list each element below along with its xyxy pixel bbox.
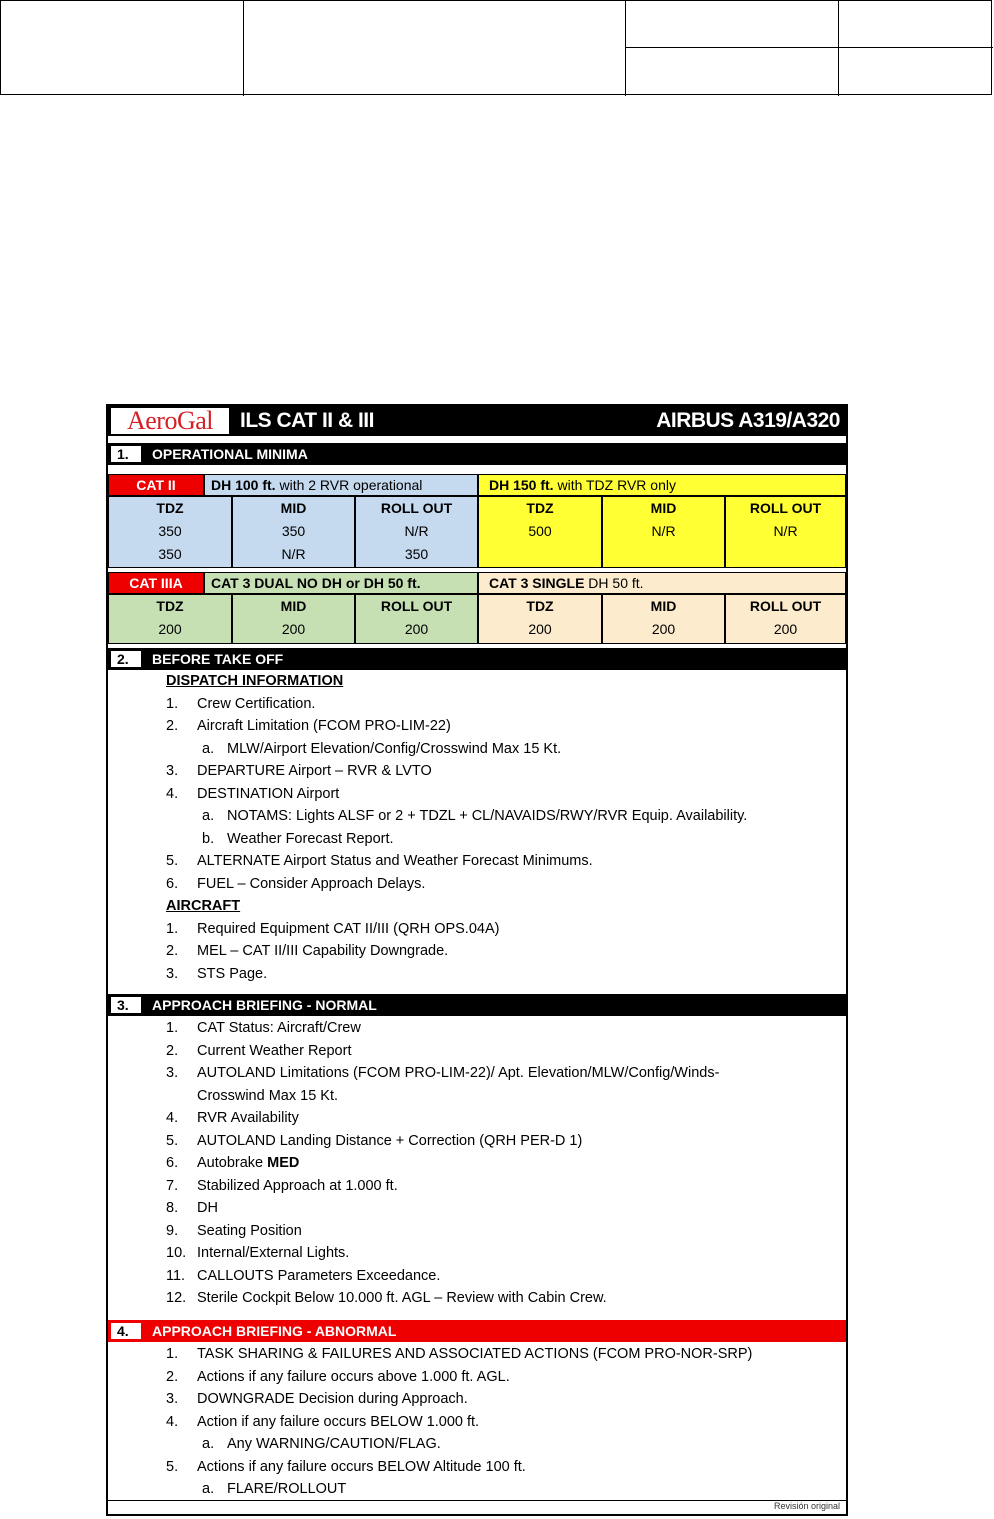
list-item xyxy=(166,1388,752,1411)
section-number: 1. xyxy=(111,446,141,462)
list-item xyxy=(166,760,747,783)
item-number: 5. xyxy=(166,853,179,869)
item-number: 4. xyxy=(166,785,179,802)
list-subitem xyxy=(166,738,747,761)
checklist-title: ILS CAT II & III xyxy=(240,409,374,432)
list-subitem xyxy=(166,1433,752,1456)
col-value: 200 xyxy=(404,621,429,637)
list-item xyxy=(166,1040,719,1063)
col-value: 200 xyxy=(651,621,676,637)
col-value: 200 xyxy=(773,621,798,637)
col-head: TDZ xyxy=(156,598,184,614)
section-title: APPROACH BRIEFING - ABNORMAL xyxy=(152,1323,397,1339)
list-item xyxy=(166,1287,719,1310)
item-number: 2. xyxy=(166,1368,179,1385)
item-text: Actions if any failure occurs BELOW Altitude 100 ft. xyxy=(197,1458,526,1475)
section-number: 3. xyxy=(111,997,141,1013)
document-header-table xyxy=(0,0,992,95)
dispatch-heading: DISPATCH INFORMATION xyxy=(166,673,344,689)
item-number: 3. xyxy=(166,1065,179,1081)
list-item xyxy=(166,918,747,941)
item-number: 4. xyxy=(166,1413,179,1430)
item-number: 1. xyxy=(166,1346,179,1362)
list-item xyxy=(166,1130,719,1153)
item-number: 6. xyxy=(166,875,179,892)
col-value: 350 xyxy=(281,523,306,539)
aircraft-heading: AIRCRAFT xyxy=(166,898,241,914)
col-head: ROLL OUT xyxy=(749,598,822,614)
item-text: FLARE/ROLLOUT xyxy=(227,1481,347,1497)
cat2-single-col-mid xyxy=(602,496,725,568)
col-head: ROLL OUT xyxy=(749,500,822,516)
cat2-left-condition xyxy=(204,474,478,496)
list-item xyxy=(166,940,747,963)
approach-normal-list xyxy=(166,1017,719,1310)
section-title: APPROACH BRIEFING - NORMAL xyxy=(152,997,377,1013)
item-text: MEL – CAT II/III Capability Downgrade. xyxy=(197,943,449,959)
approach-abnormal-list xyxy=(166,1343,752,1501)
list-item xyxy=(166,715,747,738)
cat3-single-col-rollout xyxy=(725,594,846,644)
col-head: MID xyxy=(650,500,677,516)
item-text: AUTOLAND Landing Distance + Correction (QRH PER-D 1) xyxy=(197,1132,583,1149)
cat3a-label: CAT IIIA xyxy=(108,572,204,594)
section-1-header xyxy=(108,443,846,465)
item-text: Any WARNING/CAUTION/FLAG. xyxy=(227,1436,441,1452)
cat3-single-col-mid xyxy=(602,594,725,644)
item-text: Weather Forecast Report. xyxy=(227,830,394,847)
header-divider xyxy=(625,47,993,48)
col-value: 200 xyxy=(158,621,182,637)
section-title: BEFORE TAKE OFF xyxy=(152,651,284,667)
item-text: CAT Status: Aircraft/Crew xyxy=(197,1020,361,1036)
col-head: MID xyxy=(280,500,307,516)
col-value: 350 xyxy=(158,546,182,562)
section-4-header xyxy=(108,1320,846,1342)
section-number: 2. xyxy=(111,651,141,667)
item-number: 7. xyxy=(166,1177,179,1194)
col-head: TDZ xyxy=(156,500,184,516)
cat2-right-condition xyxy=(478,474,846,496)
cat2-label: CAT II xyxy=(108,474,204,496)
item-number: 2. xyxy=(166,718,179,734)
card-title-bar xyxy=(108,406,846,436)
col-head: TDZ xyxy=(526,598,554,614)
section-2-header xyxy=(108,648,846,670)
col-value: N/R xyxy=(404,523,429,539)
col-head: MID xyxy=(280,598,307,614)
list-item xyxy=(166,1411,752,1434)
item-number: 3. xyxy=(166,1391,179,1407)
section-title: OPERATIONAL MINIMA xyxy=(152,446,308,462)
condition-bold: DH 150 ft. xyxy=(489,477,554,493)
cat3-dual-condition: CAT 3 DUAL NO DH or DH 50 ft. xyxy=(204,572,478,594)
cat3-single-condition xyxy=(478,572,846,594)
col-head: TDZ xyxy=(526,500,554,516)
item-number: 2. xyxy=(166,1042,179,1059)
item-number: 1. xyxy=(166,920,179,937)
col-value: N/R xyxy=(651,523,676,539)
list-subitem xyxy=(166,828,747,851)
header-divider xyxy=(625,1,626,96)
list-item xyxy=(166,783,747,806)
item-number: a. xyxy=(202,1481,215,1497)
header-divider xyxy=(243,1,244,96)
list-item xyxy=(166,850,747,873)
section-3-header xyxy=(108,994,846,1016)
item-text: Autobrake xyxy=(197,1155,268,1171)
col-value: 200 xyxy=(528,621,552,637)
footer-divider xyxy=(108,1500,846,1501)
item-number: b. xyxy=(202,830,215,847)
condition-text: DH 50 ft. xyxy=(584,575,644,591)
list-subitem xyxy=(166,805,747,828)
item-number: 5. xyxy=(166,1132,179,1149)
item-number: 4. xyxy=(166,1110,179,1126)
col-head: MID xyxy=(650,598,677,614)
item-number: 11. xyxy=(166,1267,186,1284)
item-text: DOWNGRADE Decision during Approach. xyxy=(197,1391,468,1407)
item-text: TASK SHARING & FAILURES AND ASSOCIATED ACTIONS (FCOM PRO-NOR-SRP) xyxy=(197,1346,753,1362)
cat3-dual-col-rollout xyxy=(355,594,478,644)
list-item xyxy=(166,1175,719,1198)
item-text: MLW/Airport Elevation/Config/Crosswind Max 15 Kt. xyxy=(227,740,562,757)
list-item xyxy=(166,1343,752,1366)
col-value: 350 xyxy=(404,546,429,562)
list-item xyxy=(166,1062,719,1085)
col-head: ROLL OUT xyxy=(380,500,453,516)
item-number: 3. xyxy=(166,763,179,779)
item-text: RVR Availability xyxy=(197,1110,299,1126)
list-item xyxy=(166,1220,719,1243)
aerogal-logo: AeroGal xyxy=(111,408,229,434)
item-number: a. xyxy=(202,1436,215,1452)
list-item xyxy=(166,693,747,716)
col-head: ROLL OUT xyxy=(380,598,453,614)
cat3-dual-col-mid xyxy=(232,594,355,644)
autobrake-setting: MED xyxy=(267,1155,300,1171)
item-text: Aircraft Limitation (FCOM PRO-LIM-22) xyxy=(197,718,451,734)
item-text: ALTERNATE Airport Status and Weather Forecast Minimums. xyxy=(197,853,593,869)
item-number: a. xyxy=(202,740,215,757)
section-number: 4. xyxy=(111,1323,141,1339)
condition-bold: CAT 3 SINGLE xyxy=(489,575,585,591)
item-number: 5. xyxy=(166,1458,179,1475)
item-text: Required Equipment CAT II/III (QRH OPS.04A) xyxy=(197,920,500,937)
item-number: 12. xyxy=(166,1290,187,1306)
cat3-single-col-tdz xyxy=(478,594,602,644)
list-item xyxy=(166,1017,719,1040)
item-number: 8. xyxy=(166,1200,179,1216)
list-item xyxy=(166,1265,719,1288)
condition-text: with TDZ RVR only xyxy=(553,477,676,493)
list-item xyxy=(166,1107,719,1130)
cat2-single-col-rollout xyxy=(725,496,846,568)
cat2-col-mid xyxy=(232,496,355,568)
col-value: 200 xyxy=(281,621,306,637)
list-item xyxy=(166,1197,719,1220)
item-text: Action if any failure occurs BELOW 1.000 ft. xyxy=(197,1413,480,1430)
item-number: 3. xyxy=(166,965,179,982)
cat2-single-col-tdz xyxy=(478,496,602,568)
revision-note: Revisión original xyxy=(773,1501,840,1511)
item-text: FUEL – Consider Approach Delays. xyxy=(197,875,426,892)
item-text: Stabilized Approach at 1.000 ft. xyxy=(197,1177,398,1194)
item-text: Crew Certification. xyxy=(197,695,316,712)
cat2-col-tdz xyxy=(108,496,232,568)
cat3-dual-col-tdz xyxy=(108,594,232,644)
list-subitem xyxy=(166,1478,752,1501)
col-value: 500 xyxy=(528,523,552,539)
list-item xyxy=(166,873,747,896)
item-text: Crosswind Max 15 Kt. xyxy=(197,1087,339,1104)
checklist-card xyxy=(106,404,848,1516)
col-value: N/R xyxy=(281,546,306,562)
list-item xyxy=(166,1242,719,1265)
item-text: Current Weather Report xyxy=(197,1042,352,1059)
item-text: DH xyxy=(197,1200,218,1216)
col-value: N/R xyxy=(773,523,798,539)
item-number: 10. xyxy=(166,1245,187,1261)
item-number: a. xyxy=(202,808,215,824)
before-takeoff-list xyxy=(166,670,747,985)
item-text: CALLOUTS Parameters Exceedance. xyxy=(197,1267,441,1284)
list-item xyxy=(166,1366,752,1389)
item-text: AUTOLAND Limitations (FCOM PRO-LIM-22)/ Apt. Elevation/MLW/Config/Winds- xyxy=(197,1065,720,1081)
item-text: STS Page. xyxy=(197,965,268,982)
item-text: DESTINATION Airport xyxy=(197,785,340,802)
item-text: Internal/External Lights. xyxy=(197,1245,350,1261)
aircraft-type: AIRBUS A319/A320 xyxy=(656,409,840,432)
header-divider xyxy=(838,1,839,96)
list-item xyxy=(166,1456,752,1479)
item-number: 6. xyxy=(166,1155,179,1171)
item-number: 2. xyxy=(166,943,179,959)
list-item xyxy=(166,1152,719,1175)
item-text: NOTAMS: Lights ALSF or 2 + TDZL + CL/NAVAIDS/RWY/RVR Equip. Availability. xyxy=(227,808,748,824)
item-text: DEPARTURE Airport – RVR & LVTO xyxy=(197,763,432,779)
condition-bold: DH 100 ft. xyxy=(211,477,276,493)
item-number: 1. xyxy=(166,695,179,712)
cat2-col-rollout xyxy=(355,496,478,568)
item-number: 1. xyxy=(166,1020,179,1036)
item-number: 9. xyxy=(166,1222,179,1239)
item-text: Actions if any failure occurs above 1.000 ft. AGL. xyxy=(197,1368,510,1385)
item-text: Sterile Cockpit Below 10.000 ft. AGL – Review with Cabin Crew. xyxy=(197,1290,607,1306)
list-item-continuation xyxy=(166,1085,719,1108)
list-item xyxy=(166,963,747,986)
item-text: Seating Position xyxy=(197,1222,302,1239)
col-value: 350 xyxy=(158,523,182,539)
condition-text: with 2 RVR operational xyxy=(275,477,423,493)
